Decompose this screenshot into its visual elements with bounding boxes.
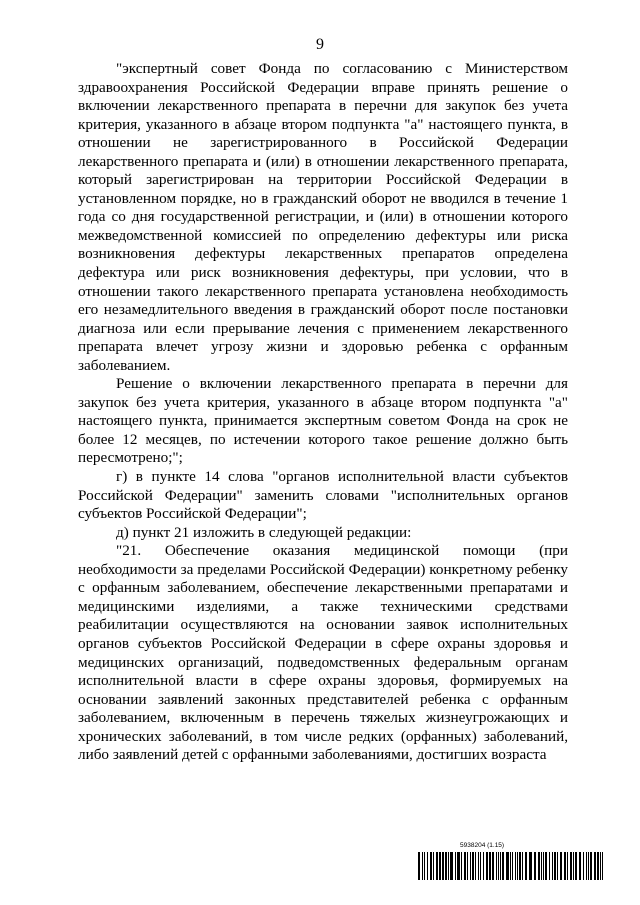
paragraph: д) пункт 21 изложить в следующей редакции: — [116, 523, 412, 541]
paragraph: Решение о включении лекарственного препарата в перечни для закупок без учета критерия, указанного в абзаце втором подпункта "а" настоящего пункта, принимается экспертным советом Фонда на срок не более 12 месяцев, по истечении которого такое решение должно быть пересмотрено;"; — [78, 375, 568, 467]
barcode-label: 5938204 (1.15) — [460, 842, 505, 849]
paragraph: "21. Обеспечение оказания медицинской помощи (при необходимости за пределами Российской Федерации) конкретному ребенку с орфанным заболеванием, обеспечение лекарственными препаратами и медицинскими изделиями, а также техническими средствами реабилитации осуществляются на основании заявок исполнительных органов субъектов Российской Федерации в сфере охраны здоровья и медицинских организаций, подведомственных федеральным органам исполнительной власти в сфере охраны здоровья, формируемых на основании заявлений законных представителей ребенка с орфанным заболеванием, включенным в перечень тяжелых жизнеугрожающих и хронических заболеваний, в том числе редких (орфанных) заболеваний, либо заявлений детей с орфанными заболеваниями, достигших возраста — [78, 542, 568, 764]
barcode-block — [418, 842, 606, 882]
page-number: 9 — [316, 36, 324, 53]
paragraph: г) в пункте 14 слова "органов исполнительной власти субъектов Российской Федерации" заменить словами "исполнительных органов субъектов Российской Федерации"; — [78, 468, 568, 523]
document-body — [78, 60, 568, 765]
paragraph: "экспертный совет Фонда по согласованию с Министерством здравоохранения Российской Федерации вправе принять решение о включении лекарственного препарата в перечни для закупок без учета критерия, указанного в абзаце втором подпункта "а" настоящего пункта, в отношении не зарегистрированного в Российской Федерации лекарственного препарата и (или) в отношении лекарственного препарата, который зарегистрирован на территории Российской Федерации в установленном порядке, но в гражданский оборот не вводился в течение 1 года со дня государственной регистрации, и (или) в отношении которого межведомственной комиссией по определению дефектуры или риска возникновения дефектуры лекарственных препаратов определена дефектура или риск возникновения дефектуры, при условии, что в отношении такого лекарственного препарата установлена необходимость его незамедлительного введения в гражданский оборот после постановки диагноза или если прерывание лечения с применением лекарственного препарата влечет угрозу жизни и здоровью ребенка с орфанным заболеванием. — [78, 60, 568, 374]
barcode-icon — [418, 852, 606, 880]
